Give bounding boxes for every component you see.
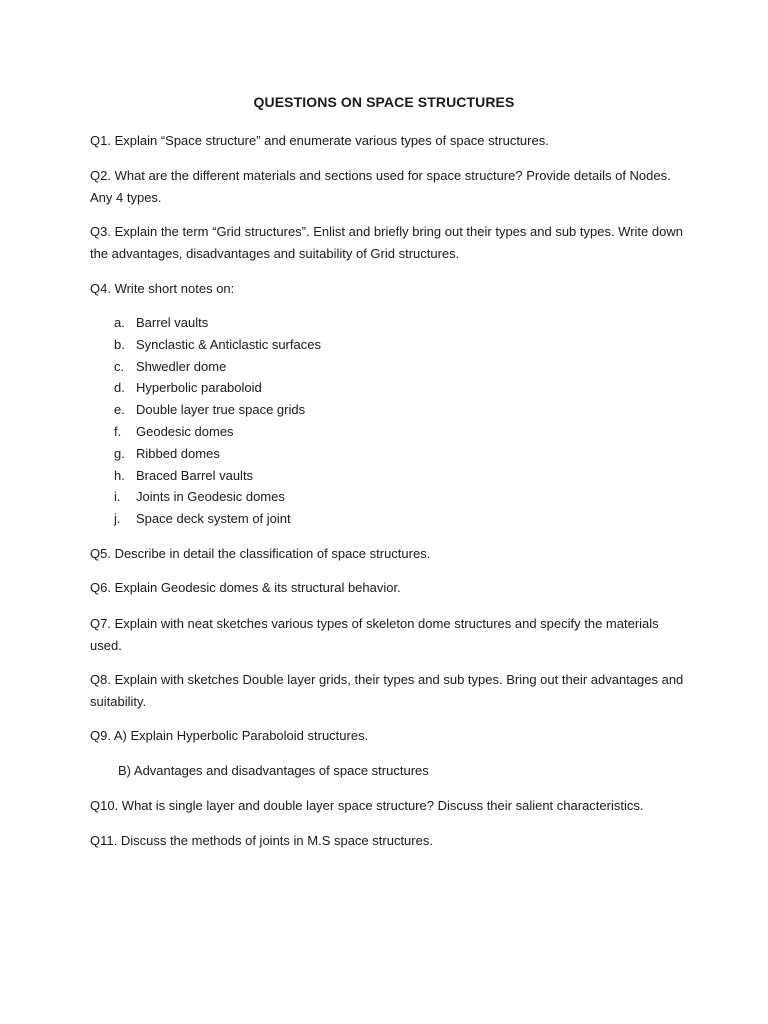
list-item-letter: b. bbox=[114, 336, 125, 352]
list-item-letter: j. bbox=[114, 511, 121, 527]
list-item-text: Double layer true space grids bbox=[136, 402, 306, 418]
list-item bbox=[114, 399, 321, 421]
question-q3: Q3. Explain the term “Grid structures”. Enlist and briefly bring out their types and sub types. Write down the advantages, disadvantages and suitability of Grid structures. bbox=[90, 224, 683, 261]
list-item-text: Ribbed domes bbox=[136, 445, 220, 461]
list-item-letter: i. bbox=[114, 489, 121, 505]
list-item-letter: g. bbox=[114, 445, 125, 461]
list-item-text: Space deck system of joint bbox=[136, 511, 291, 527]
question-q9b: B) Advantages and disadvantages of space structures bbox=[118, 763, 429, 778]
question-q8: Q8. Explain with sketches Double layer grids, their types and sub types. Bring out their advantages and suitability. bbox=[90, 672, 684, 709]
question-q10: Q10. What is single layer and double layer space structure? Discuss their salient characteristics. bbox=[90, 798, 644, 813]
list-item-text: Hyperbolic paraboloid bbox=[136, 380, 262, 396]
list-item-text: Braced Barrel vaults bbox=[136, 467, 254, 483]
page-title: QUESTIONS ON SPACE STRUCTURES bbox=[253, 94, 515, 110]
question-q4: Q4. Write short notes on: bbox=[90, 281, 235, 296]
question-q9a: Q9. A) Explain Hyperbolic Paraboloid structures. bbox=[90, 728, 369, 743]
question-q1: Q1. Explain “Space structure” and enumerate various types of space structures. bbox=[90, 133, 549, 148]
list-item-letter: a. bbox=[114, 315, 125, 330]
list-item bbox=[114, 465, 321, 487]
question-q6: Q6. Explain Geodesic domes & its structural behavior. bbox=[90, 580, 401, 595]
list-item-text: Joints in Geodesic domes bbox=[136, 489, 285, 505]
question-q5: Q5. Describe in detail the classification of space structures. bbox=[90, 546, 431, 561]
list-item-letter: d. bbox=[114, 380, 125, 396]
list-item bbox=[114, 356, 321, 378]
list-item bbox=[114, 334, 321, 356]
list-item-letter: e. bbox=[114, 402, 125, 418]
list-item-text: Barrel vaults bbox=[136, 315, 209, 330]
question-q2: Q2. What are the different materials and sections used for space structure? Provide details of Nodes. Any 4 types. bbox=[90, 168, 671, 205]
list-item bbox=[114, 443, 321, 465]
list-item bbox=[114, 312, 321, 334]
list-item-letter: c. bbox=[114, 358, 125, 374]
list-item-text: Shwedler dome bbox=[136, 358, 227, 374]
list-item-letter: h. bbox=[114, 467, 125, 483]
list-item bbox=[114, 486, 321, 508]
list-item bbox=[114, 377, 321, 399]
short-notes-list bbox=[114, 312, 321, 530]
list-item-text: Synclastic & Anticlastic surfaces bbox=[136, 336, 321, 352]
list-item bbox=[114, 421, 321, 443]
question-q11: Q11. Discuss the methods of joints in M.S space structures. bbox=[90, 833, 433, 848]
list-item-letter: f. bbox=[114, 423, 122, 439]
list-item bbox=[114, 508, 321, 530]
list-item-text: Geodesic domes bbox=[136, 423, 234, 439]
question-q7: Q7. Explain with neat sketches various types of skeleton dome structures and specify the materials used. bbox=[90, 616, 659, 653]
